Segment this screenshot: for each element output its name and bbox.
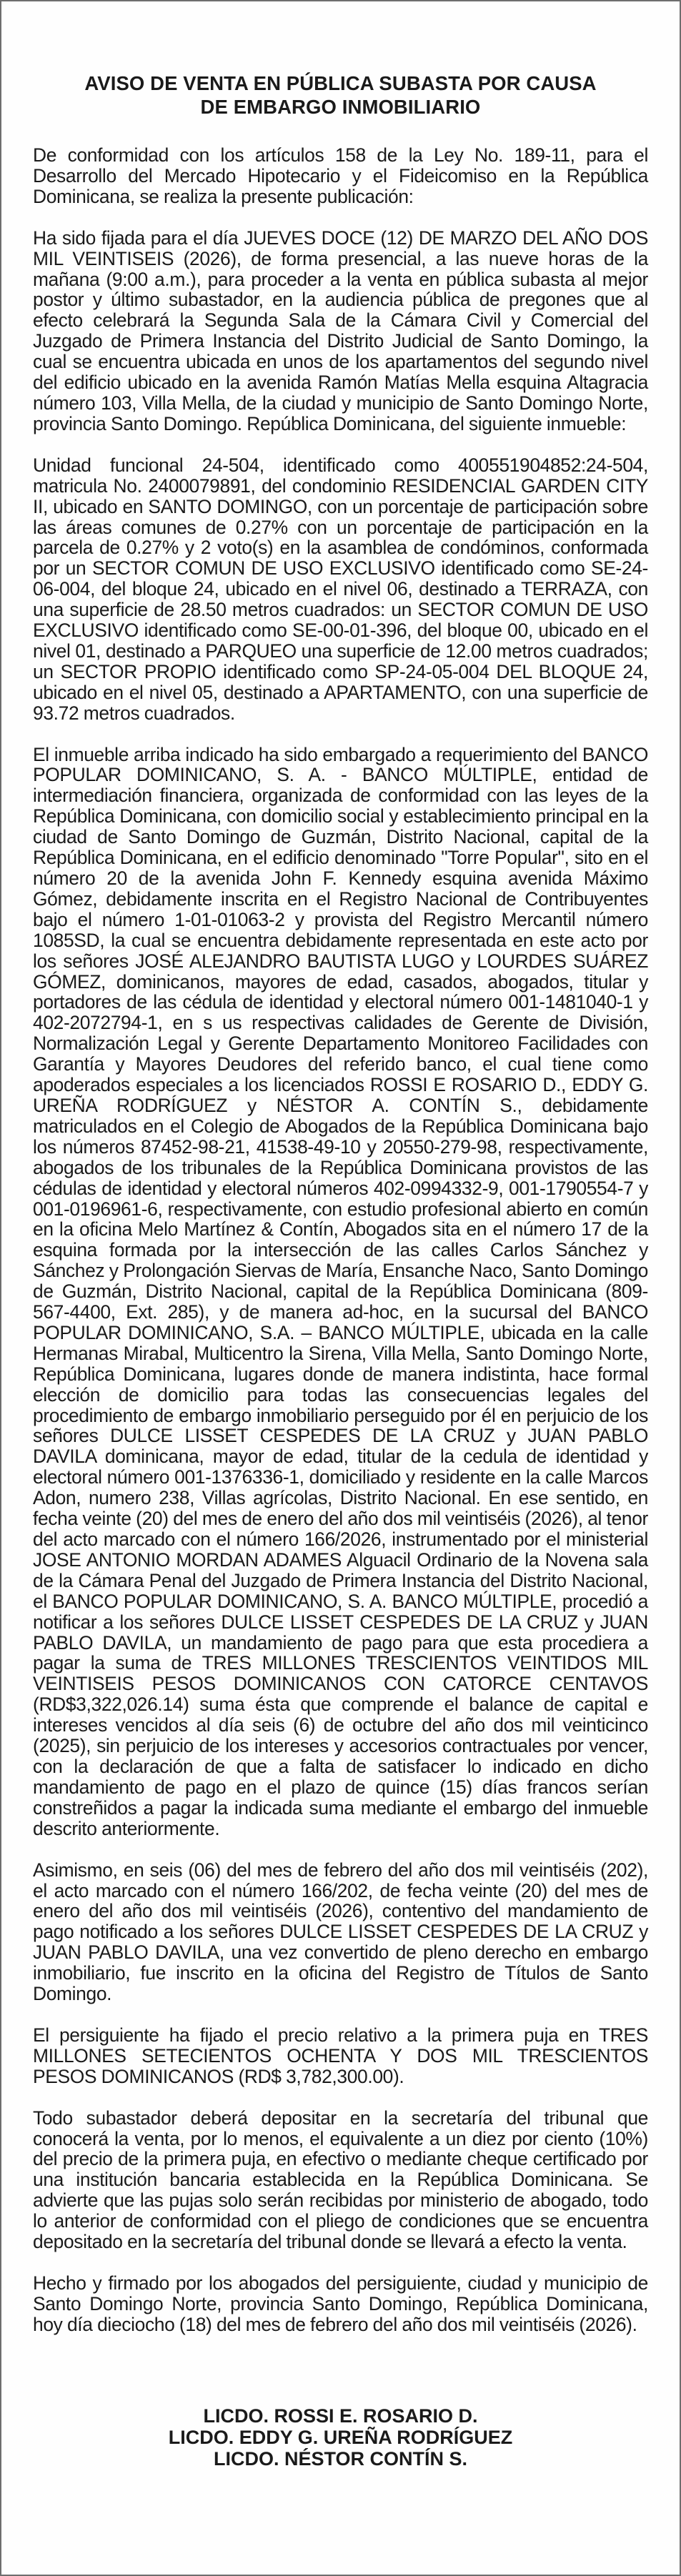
signature-line: LICDO. ROSSI E. ROSARIO D.: [203, 2405, 478, 2427]
deposit-requirements-paragraph: Todo subastador deberá depositar en la secretaría del tribunal que conocerá la venta, por lo menos, el equivalente a un diez por ciento (10%) del precio de la primera puja, en efectivo o mediante cheque certificado por una institución bancaria establecida en la República Dominicana. Se advierte que las pujas solo serán recibidas por ministerio de abogado, todo lo anterior de conformidad con el pliego de condiciones que se encuentra depositado en la secretaría del tribunal donde se llevará a efecto la venta.: [33, 2107, 648, 2253]
signing-statement-paragraph: Hecho y firmado por los abogados del persiguiente, ciudad y municipio de Santo Domingo Norte, provincia Santo Domingo, República Dominicana, hoy día dieciocho (18) del mes de febrero del año dos mil veintiséis (2026).: [33, 2272, 648, 2335]
signature-line: LICDO. NÉSTOR CONTÍN S.: [213, 2447, 468, 2470]
auction-date-paragraph: Ha sido fijada para el día JUEVES DOCE (12) DE MARZO DEL AÑO DOS MIL VEINTISEIS (2026), de forma presencial, a las nueve horas de la mañana (9:00 a.m.), para proceder a la venta en pública subasta al mejor postor y último subastador, en la audiencia pública de pregones que al efecto celebrará la Segunda Sala de la Cámara Civil y Comercial del Juzgado de Primera Instancia del Distrito Judicial de Santo Domingo, la cual se encuentra ubicada en unos de los apartamentos del segundo nivel del edificio ubicado en la avenida Ramón Matías Mella esquina Altagracia número 103, Villa Mella, de la ciudad y municipio de Santo Domingo Norte, provincia Santo Domingo. República Dominicana, del siguiente inmueble:: [33, 227, 648, 434]
starting-bid-paragraph: El persiguiente ha fijado el precio relativo a la primera puja en TRES MILLONES SETECIENTOS OCHENTA Y DOS MIL TRESCIENTOS PESOS DOMINICANOS (RD$ 3,782,300.00).: [33, 2024, 648, 2087]
seizure-details-paragraph: El inmueble arriba indicado ha sido embargado a requerimiento del BANCO POPULAR DOMINICANO, S. A. - BANCO MÚLTIPLE, entidad de intermediación financiera, organizada de conformidad con las leyes de la República Dominicana, con domicilio social y establecimiento principal en la ciudad de Santo Domingo de Guzmán, Distrito Nacional, capital de la República Dominicana, en el edificio denominado "Torre Popular", sito en el número 20 de la avenida John F. Kennedy esquina avenida Máximo Gómez, debidamente inscrita en el Registro Nacional de Contribuyentes bajo el número 1-01-01063-2 y provista del Registro Mercantil número 1085SD, la cual se encuentra debidamente representada en este acto por los señores JOSÉ ALEJANDRO BAUTISTA LUGO y LOURDES SUÁREZ GÓMEZ, dominicanos, mayores de edad, casados, abogados, titular y portadores de las cédula de identidad y electoral número 001-1481040-1 y 402-2072794-1, en s us respectivas calidades de Gerente de División, Normalización Legal y Gerente Departamento Monitoreo Facilidades con Garantía y Mayores Deudores del referido banco, el cual tiene como apoderados especiales a los licenciados ROSSI E ROSARIO D., EDDY G. UREÑA RODRÍGUEZ y NÉSTOR A. CONTÍN S., debidamente matriculados en el Colegio de Abogados de la República Dominicana bajo los números 87452-98-21, 41538-49-10 y 20550-279-98, respectivamente, abogados de los tribunales de la República Dominicana provistos de las cédulas de identidad y electoral números 402-0994332-9, 001-1790554-7 y 001-0196961-6, respectivamente, con estudio profesional abierto en común en la oficina Melo Martínez & Contín, Abogados sita en el número 17 de la esquina formada por la intersección de las calles Carlos Sánchez y Sánchez y Prolongación Siervas de María, Ensanche Naco, Santo Domingo de Guzmán, Distrito Nacional, capital de la República Dominicana (809-567-4400, Ext. 285), y de manera ad-hoc, en la sucursal del BANCO POPULAR DOMINICANO, S.A. – BANCO MÚLTIPLE, ubicada en la calle Hermanas Mirabal, Multicentro la Sirena, Villa Mella, Santo Domingo Norte, República Dominicana, lugares donde de manera indistinta, hace formal elección de domicilio para todas las consecuencias legales del procedimiento de embargo inmobiliario perseguido por él en perjuicio de los señores DULCE LISSET CESPEDES DE LA CRUZ y JUAN PABLO DAVILA dominicana, mayor de edad, titular de la cedula de identidad y electoral número 001-1376336-1, domiciliado y residente en la calle Marcos Adon, numero 238, Villas agrícolas, Distrito Nacional. En ese sentido, en fecha veinte (20) del mes de enero del año dos mil veintiséis (2026), al tenor del acto marcado con el número 166/2026, instrumentado por el ministerial JOSE ANTONIO MORDAN ADAMES Alguacil Ordinario de la Novena sala de la Cámara Penal del Juzgado de Primera Instancia del Distrito Nacional, el BANCO POPULAR DOMINICANO, S. A. BANCO MÚLTIPLE, procedió a notificar a los señores DULCE LISSET CESPEDES DE LA CRUZ y JUAN PABLO DAVILA, un mandamiento de pago para que esta procediera a pagar la suma de TRES MILLONES TRESCIENTOS VEINTIDOS MIL VEINTISEIS PESOS DOMINICANOS CON CATORCE CENTAVOS (RD$3,322,026.14) suma ésta que comprende el balance de capital e intereses vencidos al día seis (6) de octubre del año dos mil veinticinco (2025), sin perjuicio de los intereses y accesorios contractuales por vencer, con la declaración de que a falta de satisfacer lo indicado en dicho mandamiento de pago en el plazo de quince (15) días francos serían constreñidos a pagar la indicada suma mediante el embargo del inmueble descrito anteriormente.: [33, 743, 648, 1839]
signature-block: [33, 2405, 648, 2470]
notice-title-line-2: DE EMBARGO INMOBILIARIO: [200, 96, 481, 118]
notice-title-line-1: AVISO DE VENTA EN PÚBLICA SUBASTA POR CAUSA: [84, 72, 597, 94]
notice-title: [33, 71, 648, 119]
property-description-paragraph: Unidad funcional 24-504, identificado como 400551904852:24-504, matricula No. 2400079891, del condominio RESIDENCIAL GARDEN CITY II, ubicado en SANTO DOMINGO, con un porcentaje de participación sobre las áreas comunes de 0.27% con un porcentaje de participación en la parcela de 0.27% y 2 voto(s) en la asamblea de condóminos, conformada por un SECTOR COMUN DE USO EXCLUSIVO identificado como SE-24-06-004, del bloque 24, ubicado en el nivel 06, destinado a TERRAZA, con una superficie de 28.50 metros cuadrados: un SECTOR COMUN DE USO EXCLUSIVO identificado como SE-00-01-396, del bloque 00, ubicado en el nivel 01, destinado a PARQUEO una superficie de 12.00 metros cuadrados; un SECTOR PROPIO identificado como SP-24-05-004 DEL BLOQUE 24, ubicado en el nivel 05, destinado a APARTAMENTO, con una superficie de 93.72 metros cuadrados.: [33, 454, 648, 724]
signature-line: LICDO. EDDY G. UREÑA RODRÍGUEZ: [168, 2426, 513, 2448]
intro-paragraph: De conformidad con los artículos 158 de la Ley No. 189-11, para el Desarrollo del Mercado Hipotecario y el Fideicomiso en la República Dominicana, se realiza la presente publicación:: [33, 144, 648, 207]
registration-paragraph: Asimismo, en seis (06) del mes de febrero del año dos mil veintiséis (202), el acto marcado con el número 166/202, de fecha veinte (20) del mes de enero del año dos mil veintiséis (2026), contentivo del mandamiento de pago notificado a los señores DULCE LISSET CESPEDES DE LA CRUZ y JUAN PABLO DAVILA, una vez convertido de pleno derecho en embargo inmobiliario, fue inscrito en la oficina del Registro de Títulos de Santo Domingo.: [33, 1859, 648, 2005]
